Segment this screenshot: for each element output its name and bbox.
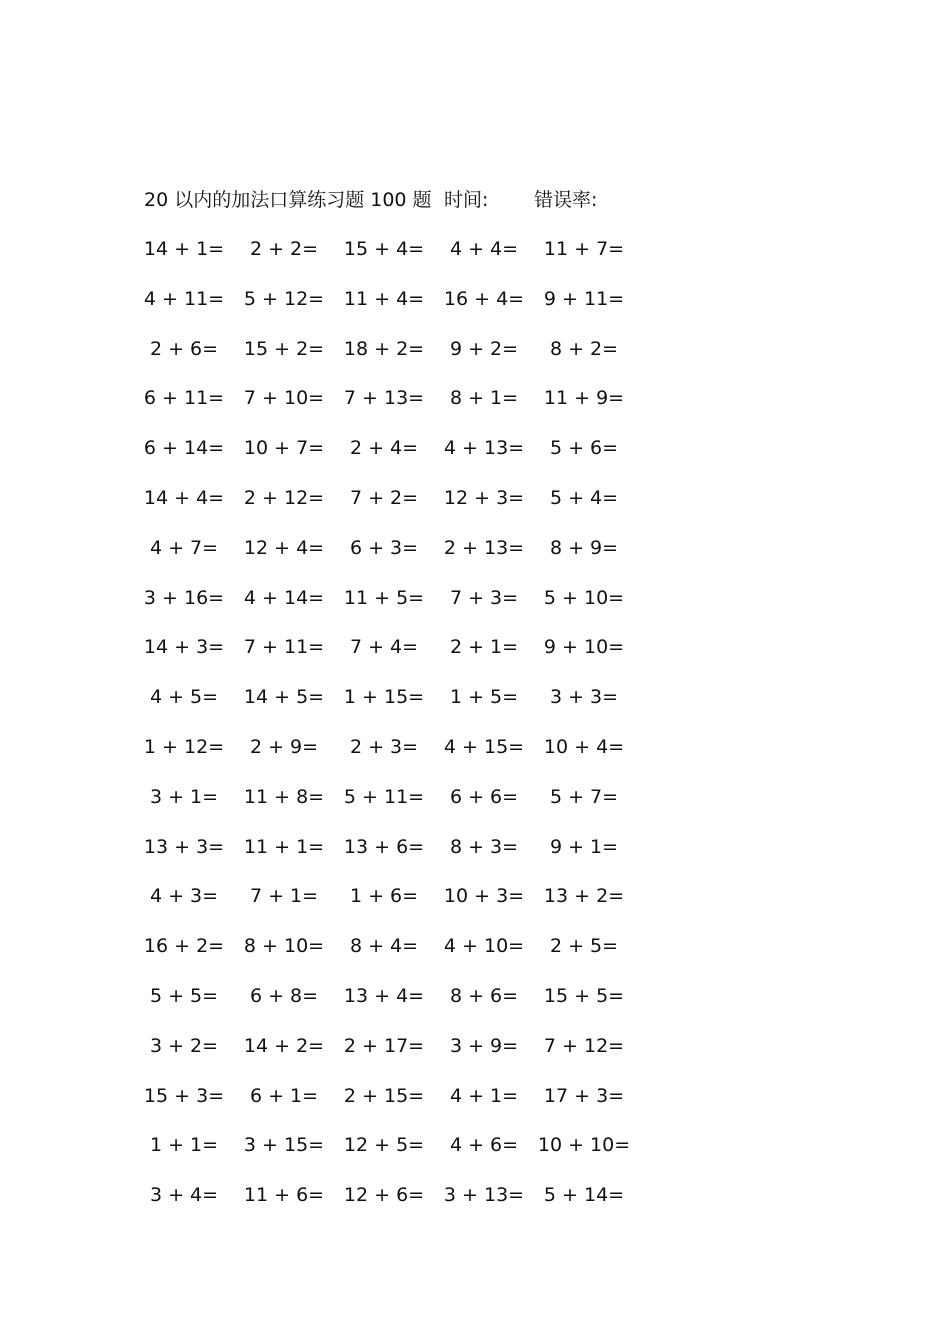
problem-item: 12 + 3=: [443, 486, 525, 509]
problem-item: 8 + 4=: [349, 935, 419, 958]
problem-item: 2 + 15=: [343, 1084, 425, 1107]
problem-item: 8 + 10=: [243, 935, 325, 958]
problem-item: 8 + 1=: [449, 387, 519, 410]
problem-item: 4 + 3=: [149, 885, 219, 908]
problem-row: [143, 433, 636, 483]
problem-item: 6 + 3=: [349, 536, 419, 559]
problem-item: 13 + 3=: [143, 835, 225, 858]
problem-item: 17 + 3=: [543, 1084, 625, 1107]
problem-item: 4 + 5=: [149, 686, 219, 709]
problem-grid: [143, 234, 636, 1230]
problem-row: [143, 732, 636, 782]
problem-row: [146, 981, 636, 1031]
problem-item: 2 + 1=: [449, 636, 519, 659]
problem-item: 14 + 3=: [143, 636, 225, 659]
problem-item: 5 + 6=: [549, 437, 619, 460]
problem-item: 7 + 3=: [449, 586, 519, 609]
problem-item: 3 + 15=: [243, 1134, 325, 1157]
problem-item: 10 + 7=: [243, 437, 325, 460]
problem-item: 7 + 12=: [543, 1034, 625, 1057]
problem-item: 6 + 6=: [449, 785, 519, 808]
problem-item: 3 + 16=: [143, 586, 225, 609]
problem-item: 1 + 15=: [343, 686, 425, 709]
problem-item: 2 + 2=: [249, 238, 319, 260]
problem-row: [143, 632, 636, 682]
problem-item: 12 + 6=: [343, 1184, 425, 1207]
problem-item: 11 + 4=: [343, 287, 425, 310]
problem-item: 4 + 7=: [149, 536, 219, 559]
problem-item: 13 + 2=: [543, 885, 625, 908]
problem-item: 13 + 4=: [343, 984, 425, 1007]
time-label: 时间:: [444, 189, 489, 211]
problem-row: [143, 483, 636, 533]
problem-item: 5 + 4=: [549, 486, 619, 509]
problem-item: 4 + 1=: [449, 1084, 519, 1107]
problem-item: 9 + 2=: [449, 337, 519, 360]
problem-item: 7 + 2=: [349, 486, 419, 509]
problem-item: 5 + 14=: [543, 1184, 625, 1207]
problem-item: 14 + 2=: [243, 1034, 325, 1057]
problem-item: 16 + 4=: [443, 287, 525, 310]
problem-row: [143, 234, 636, 284]
problem-item: 4 + 11=: [143, 287, 225, 310]
problem-item: 5 + 5=: [149, 984, 219, 1007]
problem-item: 11 + 5=: [343, 586, 425, 609]
problem-item: 14 + 4=: [143, 486, 225, 509]
problem-item: 2 + 4=: [349, 437, 419, 460]
problem-item: 2 + 9=: [249, 735, 319, 758]
problem-item: 14 + 1=: [143, 238, 225, 260]
problem-item: 7 + 10=: [243, 387, 325, 410]
problem-item: 15 + 5=: [543, 984, 625, 1007]
problem-row: [146, 782, 636, 832]
problem-item: 15 + 2=: [243, 337, 325, 360]
problem-item: 6 + 8=: [249, 984, 319, 1007]
error-rate-label: 错误率:: [534, 189, 598, 211]
problem-row: [146, 1130, 636, 1180]
worksheet-header: [144, 186, 598, 214]
problem-row: [146, 1031, 636, 1081]
problem-item: 11 + 8=: [243, 785, 325, 808]
problem-item: 7 + 1=: [249, 885, 319, 908]
problem-item: 11 + 7=: [543, 238, 625, 260]
problem-row: [146, 533, 636, 583]
problem-item: 2 + 6=: [149, 337, 219, 360]
problem-item: 6 + 14=: [143, 437, 225, 460]
problem-row: [146, 682, 636, 732]
problem-item: 2 + 17=: [343, 1034, 425, 1057]
problem-item: 16 + 2=: [143, 935, 225, 958]
problem-item: 1 + 1=: [149, 1134, 219, 1157]
problem-item: 5 + 7=: [549, 785, 619, 808]
problem-item: 3 + 13=: [443, 1184, 525, 1207]
problem-item: 2 + 3=: [349, 735, 419, 758]
worksheet-title: 20 以内的加法口算练习题 100 题: [144, 189, 432, 211]
problem-item: 18 + 2=: [343, 337, 425, 360]
problem-item: 11 + 6=: [243, 1184, 325, 1207]
problem-item: 4 + 13=: [443, 437, 525, 460]
problem-item: 7 + 13=: [343, 387, 425, 410]
problem-item: 9 + 11=: [543, 287, 625, 310]
problem-item: 7 + 4=: [349, 636, 419, 659]
problem-item: 1 + 12=: [143, 735, 225, 758]
problem-item: 3 + 1=: [149, 785, 219, 808]
problem-item: 3 + 4=: [149, 1184, 219, 1207]
problem-row: [143, 284, 636, 334]
problem-item: 2 + 5=: [549, 935, 619, 958]
problem-item: 8 + 6=: [449, 984, 519, 1007]
problem-item: 3 + 3=: [549, 686, 619, 709]
problem-item: 12 + 4=: [243, 536, 325, 559]
problem-item: 15 + 4=: [343, 238, 425, 260]
problem-item: 11 + 9=: [543, 387, 625, 410]
problem-item: 5 + 10=: [543, 586, 625, 609]
problem-item: 4 + 15=: [443, 735, 525, 758]
problem-item: 8 + 3=: [449, 835, 519, 858]
problem-item: 13 + 6=: [343, 835, 425, 858]
problem-row: [146, 1180, 636, 1230]
problem-item: 4 + 10=: [443, 935, 525, 958]
problem-item: 10 + 3=: [443, 885, 525, 908]
problem-item: 4 + 14=: [243, 586, 325, 609]
problem-item: 2 + 12=: [243, 486, 325, 509]
problem-row: [143, 583, 636, 633]
problem-row: [143, 832, 636, 882]
problem-item: 11 + 1=: [243, 835, 325, 858]
problem-row: [146, 334, 636, 384]
problem-item: 14 + 5=: [243, 686, 325, 709]
problem-row: [146, 881, 636, 931]
problem-item: 6 + 1=: [249, 1084, 319, 1107]
problem-item: 9 + 1=: [549, 835, 619, 858]
problem-item: 8 + 9=: [549, 536, 619, 559]
problem-item: 6 + 11=: [143, 387, 225, 410]
problem-item: 4 + 4=: [449, 238, 519, 260]
problem-item: 10 + 4=: [543, 735, 625, 758]
problem-row: [143, 931, 636, 981]
problem-item: 8 + 2=: [549, 337, 619, 360]
problem-item: 1 + 5=: [449, 686, 519, 709]
problem-row: [143, 1081, 636, 1131]
problem-item: 1 + 6=: [349, 885, 419, 908]
problem-row: [143, 383, 636, 433]
problem-item: 5 + 11=: [343, 785, 425, 808]
problem-item: 4 + 6=: [449, 1134, 519, 1157]
problem-item: 5 + 12=: [243, 287, 325, 310]
problem-item: 3 + 2=: [149, 1034, 219, 1057]
problem-item: 9 + 10=: [543, 636, 625, 659]
problem-item: 2 + 13=: [443, 536, 525, 559]
problem-item: 15 + 3=: [143, 1084, 225, 1107]
problem-item: 12 + 5=: [343, 1134, 425, 1157]
problem-item: 3 + 9=: [449, 1034, 519, 1057]
problem-item: 7 + 11=: [243, 636, 325, 659]
problem-item: 10 + 10=: [537, 1134, 631, 1157]
